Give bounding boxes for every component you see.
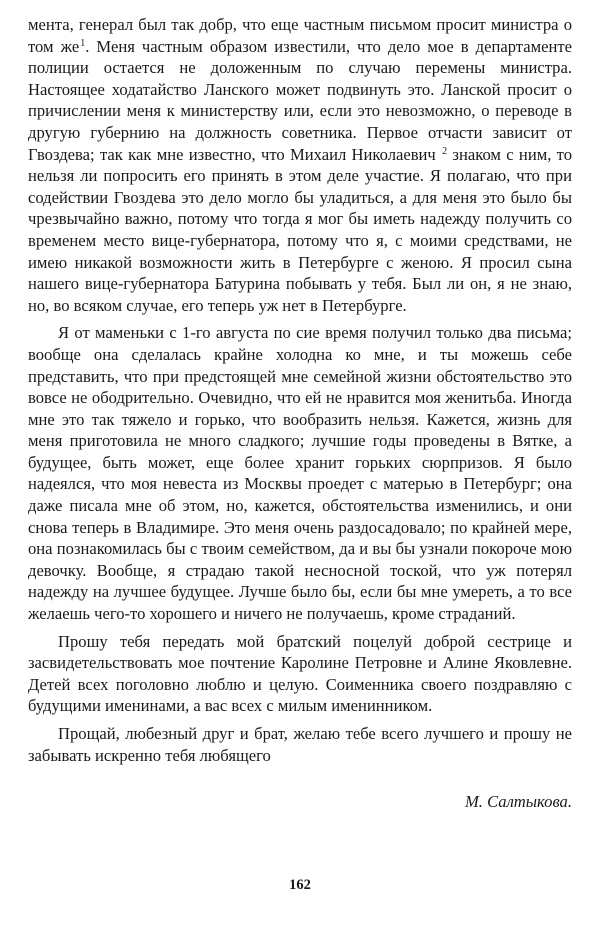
page-body [28,14,572,812]
paragraph-1-part-b: . Меня частным образом известили, что дело мое в департаменте полиции остается не доложенным по случаю перемены министра. Настоящее ходатайство Ланского может подвинуть это. Ланской просит о причислении меня к министерству или, если это невозможно, о переводе в другую губернию на должность советника. Первое отчасти зависит от Гвоздева; так как мне известно, что Михаил Николаевич [28,36,572,164]
paragraph-2: Я от маменьки с 1-го августа по сие время получил только два письма; вообще она сделалась крайне холодна ко мне, и ты можешь себе представить, что при предстоящей мне семейной жизни обстоятельство это вовсе не ободрительно. Очевидно, что ей не нравится моя женитьба. Иногда мне это так тяжело и горько, что вообразить нельзя. Кажется, жизнь для меня приготовила не много сладкого; лучшие годы проведены в Вятке, а будущее, быть может, еще более хранит горьких сюрпризов. Я было надеялся, что моя невеста из Москвы проедет с матерью в Петербург; она даже писала мне об этом, но, кажется, обстоятельства изменились, и они снова теперь в Владимире. Это меня очень раздосадовало; по крайней мере, она познакомилась бы с твоим семейством, да и вы бы узнали покороче мою девочку. Вообще, я страдаю такой несносной тоской, что уж потерял надежду на лучшее будущее. Лучше было бы, если бы мне умереть, а то все желаешь чего-то хорошего и ничего не получаешь, кроме страданий. [28,323,572,624]
paragraph-1 [28,14,572,316]
footnote-marker-1: 1 [80,37,86,49]
paragraph-3: Прошу тебя передать мой братский поцелуй доброй сестрице и засвидетельствовать мое почтение Каролине Петровне и Алине Яковлевне. Детей всех поголовно люблю и целую. Соименника своего поздравляю с будущими именинами, а вас всех с милым именинником. [28,631,572,716]
paragraph-1-part-a: мента, генерал был так добр, что еще частным письмом просит министра о том же [28,15,572,56]
paragraph-4: Прощай, любезный друг и брат, желаю тебе всего лучшего и прошу не забывать искренно тебя любящего [28,724,572,765]
signature: М. Салтыкова. [464,792,572,812]
page-number: 162 [289,877,311,893]
paragraph-1-part-c: знаком с ним, то нельзя ли попросить его принять в этом деле участие. Я полагаю, что при содействии Гвоздева это дело могло бы уладиться, а для меня это было бы чрезвычайно важно, потому что тогда я мог бы иметь надежду получить со временем место вице-губернатора, потому что я, с моими средствами, не имею никакой возможности жить в Петербурге с женою. Я просил сына нашего вице-губернатора Батурина побывать у тебя. Был ли он, я не знаю, но, во всяком случае, его теперь уж нет в Петербурге. [28,144,572,315]
footnote-marker-2: 2 [442,145,448,157]
